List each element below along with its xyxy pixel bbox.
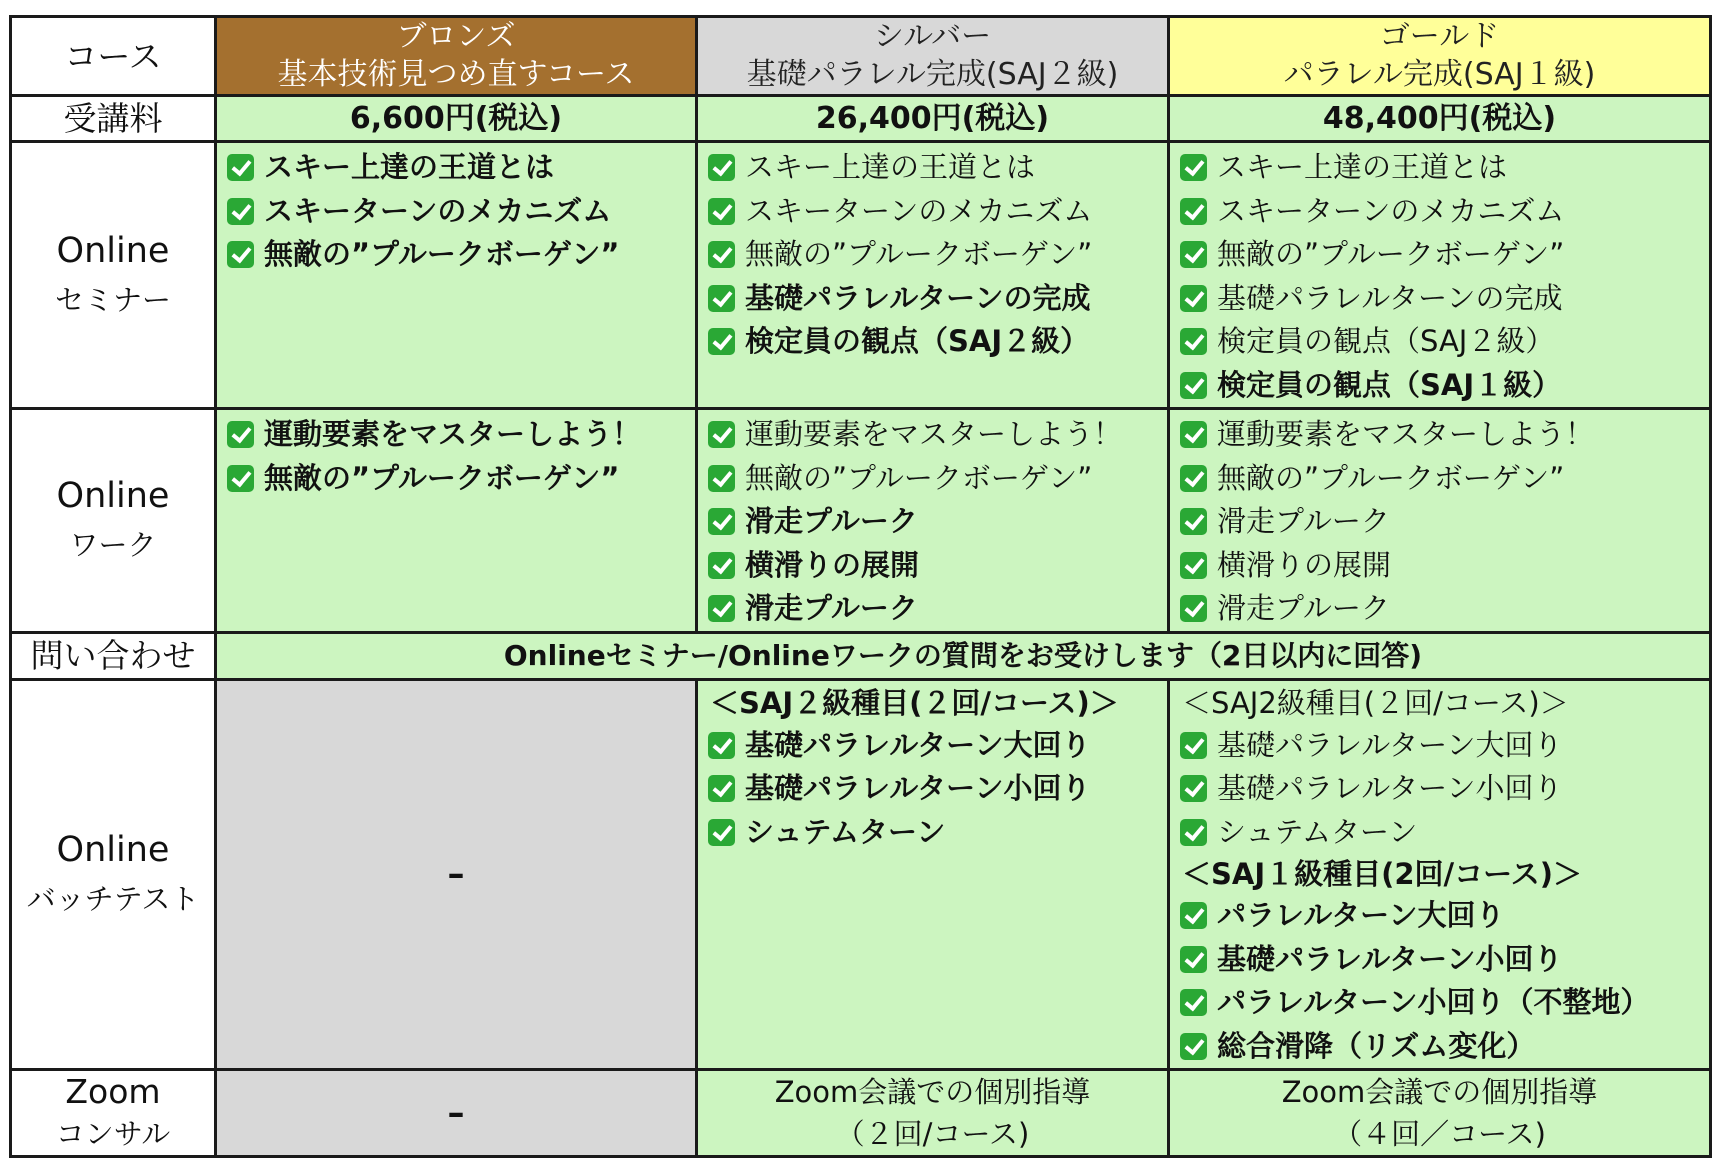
gold-fee: 48,400円(税込) [1169, 96, 1711, 142]
check-box-icon [1180, 465, 1207, 492]
checklist-item [708, 587, 1167, 631]
silver-badge-test-list [698, 724, 1167, 855]
work-label [11, 409, 216, 633]
bronze-work-cell [216, 409, 697, 633]
checklist-item [1180, 146, 1709, 190]
checklist-item-text: 滑走プルーク [745, 591, 918, 626]
gold-zoom-line1: Zoom会議での個別指導 [1281, 1075, 1598, 1109]
check-box-icon [227, 421, 254, 448]
checklist-item [708, 190, 1167, 234]
silver-seminar-list [698, 143, 1167, 364]
work-label-line2: ワーク [69, 528, 157, 563]
check-box-icon [708, 732, 735, 759]
checklist-item-text: 基礎パラレルターン小回り [1217, 941, 1563, 976]
checklist-item-text: 無敵の”プルークボーゲン” [1217, 460, 1565, 495]
bronze-course-header [216, 17, 697, 96]
checklist-item [1180, 1025, 1709, 1069]
gold-seminar-list [1170, 143, 1709, 407]
check-box-icon [1180, 902, 1207, 929]
check-box-icon [1180, 508, 1207, 535]
checklist-item-text: パラレルターン小回り（不整地） [1217, 985, 1650, 1020]
checklist-item [708, 277, 1167, 321]
checklist-item [1180, 767, 1709, 811]
inquiry-row [11, 632, 1711, 679]
checklist-item-text: スキーターンのメカニズム [264, 193, 612, 228]
gold-badge-test-heading-saj2: ＜SAJ2級種目(２回/コース)＞ [1182, 686, 1569, 720]
check-box-icon [1180, 328, 1207, 355]
checklist-item [708, 320, 1167, 364]
gold-badge-test-cell [1169, 679, 1711, 1070]
checklist-item-text: 基礎パラレルターンの完成 [1217, 280, 1563, 315]
check-box-icon [1180, 819, 1207, 846]
checklist-item [227, 190, 695, 234]
check-box-icon [1180, 241, 1207, 268]
check-box-icon [1180, 372, 1207, 399]
gold-badge-test-heading-saj1: ＜SAJ１級種目(2回/コース)＞ [1182, 856, 1582, 891]
bronze-work-list [217, 410, 695, 500]
badge-test-row [11, 679, 1711, 1070]
checklist-item-text: シュテムターン [1217, 814, 1418, 849]
bronze-badge-test-none: – [216, 679, 697, 1070]
gold-name: ゴールド [1379, 19, 1500, 54]
check-box-icon [708, 819, 735, 846]
silver-badge-test-cell [697, 679, 1169, 1070]
checklist-item-text: 無敵の”プルークボーゲン” [745, 460, 1093, 495]
course-label-text: コース [64, 36, 162, 76]
checklist-item-text: 基礎パラレルターン小回り [745, 771, 1091, 806]
checklist-item [1180, 233, 1709, 277]
check-box-icon [1180, 1033, 1207, 1060]
badge-test-label-line2: バッチテスト [26, 882, 200, 917]
checklist-item-text: 滑走プルーク [1217, 504, 1390, 539]
seminar-row [11, 142, 1711, 409]
checklist-item-text: 運動要素をマスターしよう！ [745, 417, 1123, 452]
checklist-item-text: 基礎パラレルターンの完成 [745, 280, 1091, 315]
checklist-item [1180, 724, 1709, 768]
checklist-item [1180, 811, 1709, 855]
gold-zoom-line2: （４回／コース) [1333, 1117, 1546, 1151]
fee-label-text: 受講料 [63, 99, 163, 138]
zoom-label [11, 1070, 216, 1157]
silver-seminar-cell [697, 142, 1169, 409]
check-box-icon [708, 154, 735, 181]
checklist-item [1180, 894, 1709, 938]
check-box-icon [708, 328, 735, 355]
checklist-item [227, 457, 695, 501]
check-box-icon [708, 241, 735, 268]
silver-work-cell [697, 409, 1169, 633]
silver-fee: 26,400円(税込) [697, 96, 1169, 142]
checklist-item-text: 無敵の”プルークボーゲン” [1217, 237, 1565, 272]
seminar-label-line1: Online [56, 231, 170, 271]
work-row [11, 409, 1711, 633]
badge-test-label [11, 679, 216, 1070]
checklist-item-text: スキー上達の王道とは [1217, 150, 1508, 185]
check-box-icon [708, 508, 735, 535]
bronze-seminar-cell [216, 142, 697, 409]
checklist-item [708, 233, 1167, 277]
inquiry-label-text: 問い合わせ [30, 636, 196, 675]
checklist-item [1180, 981, 1709, 1025]
checklist-item [708, 413, 1167, 457]
check-box-icon [227, 465, 254, 492]
seminar-label [11, 142, 216, 409]
zoom-label-line2: コンサル [55, 1117, 171, 1151]
gold-seminar-cell [1169, 142, 1711, 409]
checklist-item [1180, 413, 1709, 457]
checklist-item [708, 544, 1167, 588]
fee-label [11, 96, 216, 142]
zoom-row [11, 1070, 1711, 1157]
check-box-icon [708, 465, 735, 492]
checklist-item-text: 運動要素をマスターしよう！ [1217, 417, 1595, 452]
check-box-icon [1180, 989, 1207, 1016]
checklist-item [1180, 544, 1709, 588]
silver-zoom-line1: Zoom会議での個別指導 [774, 1075, 1091, 1109]
check-box-icon [1180, 154, 1207, 181]
checklist-item [708, 767, 1167, 811]
work-label-line1: Online [56, 476, 170, 517]
bronze-fee: 6,600円(税込) [216, 96, 697, 142]
checklist-item-text: 基礎パラレルターン大回り [1217, 727, 1563, 762]
checklist-item-text: スキーターンのメカニズム [1217, 193, 1565, 228]
check-box-icon [1180, 775, 1207, 802]
checklist-item-text: 無敵の”プルークボーゲン” [264, 460, 620, 495]
silver-work-list [698, 410, 1167, 631]
bronze-seminar-list [217, 143, 695, 277]
check-box-icon [1180, 552, 1207, 579]
course-comparison-table [9, 15, 1712, 1158]
seminar-label-line2: セミナー [54, 283, 171, 317]
check-box-icon [1180, 421, 1207, 448]
checklist-item-text: スキー上達の王道とは [264, 150, 555, 185]
silver-zoom-cell [697, 1070, 1169, 1157]
zoom-label-line1: Zoom [65, 1072, 161, 1111]
checklist-item-text: 無敵の”プルークボーゲン” [745, 237, 1093, 272]
checklist-item-text: スキーターンのメカニズム [745, 193, 1093, 228]
checklist-item [708, 500, 1167, 544]
check-box-icon [708, 285, 735, 312]
gold-badge-test-list-saj1 [1170, 894, 1709, 1068]
badge-test-label-line1: Online [56, 830, 170, 871]
fee-row [11, 96, 1711, 142]
check-box-icon [1180, 198, 1207, 225]
silver-description: 基礎パラレル完成(SAJ２級) [746, 57, 1119, 92]
checklist-item-text: パラレルターン大回り [1217, 898, 1505, 933]
check-box-icon [708, 198, 735, 225]
checklist-item-text: 検定員の観点（SAJ１級） [1217, 367, 1562, 402]
checklist-item-text: 総合滑降（リズム変化） [1217, 1028, 1536, 1063]
checklist-item-text: 滑走プルーク [1217, 591, 1390, 626]
checklist-item-text: 基礎パラレルターン大回り [745, 727, 1091, 762]
inquiry-description: Onlineセミナー/Onlineワークの質問をお受けします（2日以内に回答) [216, 632, 1711, 679]
checklist-item [708, 811, 1167, 855]
gold-zoom-cell [1169, 1070, 1711, 1157]
checklist-item [708, 146, 1167, 190]
check-box-icon [227, 198, 254, 225]
checklist-item-text: 無敵の”プルークボーゲン” [264, 237, 620, 272]
check-box-icon [708, 595, 735, 622]
checklist-item-text: 基礎パラレルターン小回り [1217, 771, 1563, 806]
header-row [11, 17, 1711, 96]
gold-badge-test-list-saj2 [1170, 724, 1709, 855]
gold-work-list [1170, 410, 1709, 631]
silver-badge-test-heading: ＜SAJ２級種目(２回/コース)＞ [710, 686, 1119, 720]
check-box-icon [227, 241, 254, 268]
bronze-zoom-none: – [216, 1070, 697, 1157]
check-box-icon [1180, 285, 1207, 312]
checklist-item-text: 横滑りの展開 [1217, 547, 1392, 582]
checklist-item [1180, 587, 1709, 631]
silver-name: シルバー [873, 19, 992, 54]
checklist-item-text: 検定員の観点（SAJ２級） [1217, 324, 1555, 359]
check-box-icon [1180, 595, 1207, 622]
check-box-icon [1180, 946, 1207, 973]
check-box-icon [708, 552, 735, 579]
course-label [11, 17, 216, 96]
silver-course-header [697, 17, 1169, 96]
checklist-item-text: スキー上達の王道とは [745, 150, 1036, 185]
checklist-item-text: 検定員の観点（SAJ２級） [745, 324, 1090, 359]
checklist-item [1180, 500, 1709, 544]
check-box-icon [1180, 732, 1207, 759]
gold-course-header [1169, 17, 1711, 96]
check-box-icon [708, 421, 735, 448]
gold-work-cell [1169, 409, 1711, 633]
gold-description: パラレル完成(SAJ１級) [1283, 57, 1596, 92]
checklist-item [1180, 457, 1709, 501]
silver-zoom-line2: （２回/コース) [835, 1117, 1030, 1151]
checklist-item [1180, 320, 1709, 364]
checklist-item [227, 233, 695, 277]
inquiry-label [11, 632, 216, 679]
checklist-item [1180, 364, 1709, 408]
checklist-item [1180, 190, 1709, 234]
check-box-icon [708, 775, 735, 802]
checklist-item [1180, 277, 1709, 321]
checklist-item [227, 413, 695, 457]
checklist-item-text: 滑走プルーク [745, 504, 918, 539]
checklist-item-text: 運動要素をマスターしよう！ [264, 417, 642, 452]
checklist-item [227, 146, 695, 190]
checklist-item [708, 724, 1167, 768]
check-box-icon [227, 154, 254, 181]
checklist-item [708, 457, 1167, 501]
checklist-item-text: 横滑りの展開 [745, 547, 920, 582]
bronze-name: ブロンズ [396, 19, 516, 54]
bronze-description: 基本技術見つめ直すコース [277, 57, 635, 92]
checklist-item [1180, 938, 1709, 982]
checklist-item-text: シュテムターン [745, 814, 946, 849]
